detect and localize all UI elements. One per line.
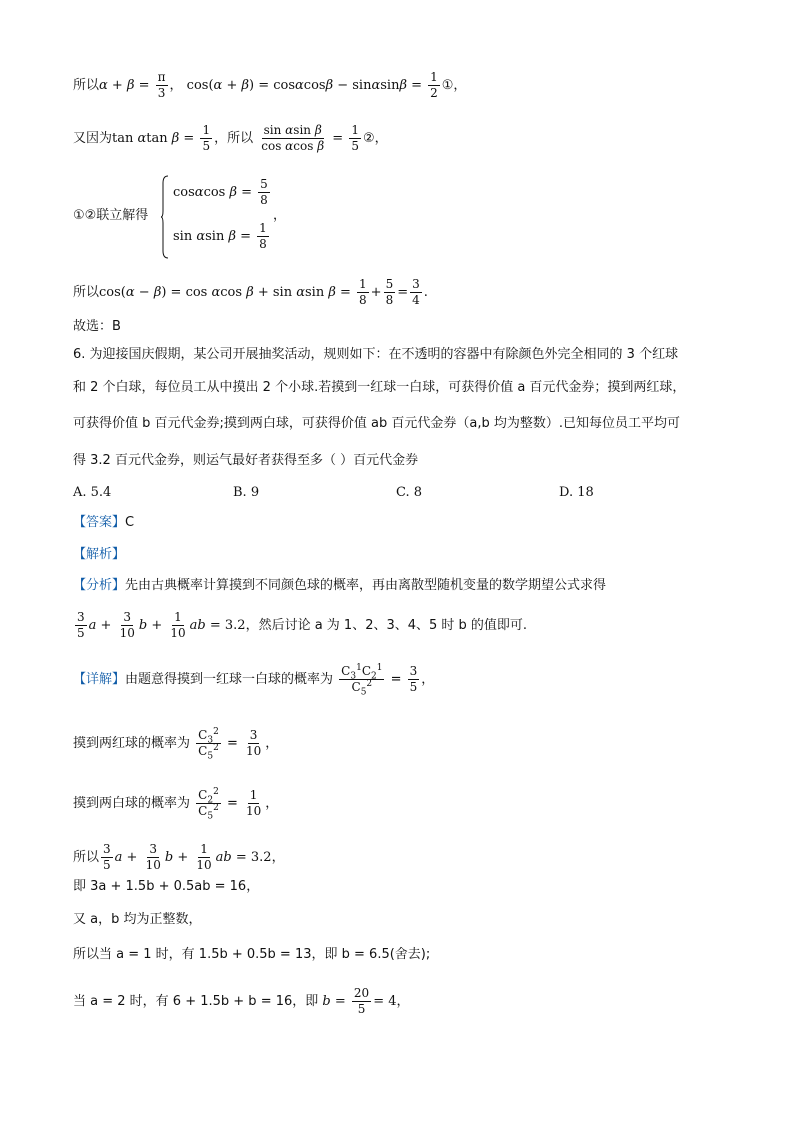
text-segment: ，然后讨论 a 为 1、2、3、4、5 时 b 的值即可. [245,618,528,633]
text-line: 所以当 a = 1 时，有 1.5b + 0.5b = 13，即 b = 6.5(舍去); [73,947,431,962]
text-line: 又 a，b 均为正整数， [73,912,202,927]
question-text: 和 2 个白球，每位员工从中摸出 2 个小球.若摸到一红球一白球，可获得价值 a 百元代金券；摸到两红球， [73,380,686,395]
text-segment: 所以 [73,285,100,300]
text-line [273,206,734,226]
fenxi-label: 【分析】 [73,578,126,593]
text-line: 所以α + β = $\frac{\pi}{3}$ ， cos(α + β) = cosαcosβ − sinαsinβ = $\frac{1}{2}$ ①， [73,70,467,100]
text-segment: 由题意得摸到一红球一白球的概率为 [125,672,334,687]
text-segment: 摸到两白球的概率为 [73,796,191,811]
answer-label: 【答案】 [73,515,126,530]
question-text: 可获得价值 b 百元代金券;摸到两白球，可获得价值 ab 百元代金券（a,b 均为整数）.已知每位员工平均可 [73,416,680,431]
fraction: $\frac{\text{sin αsin β}}{\text{cos αcos β}}$ [261,123,325,153]
text-line: 即 3a + 1.5b + 0.5ab = 16， [73,879,260,894]
option-a: A. 5.4 [73,485,112,500]
text-line: 摸到两白球的概率为 $\frac{C_2^2}{C_5^2}$ = $\frac{1}{10}$ ， [73,787,279,822]
option-d: D. 18 [559,485,594,500]
text-segment: 当 a = 2 时，有 6 + 1.5b + b = 16，即 [73,994,319,1009]
text-segment: 摸到两红球的概率为 [73,736,191,751]
text-segment: = 4， [373,994,410,1009]
answer-choice-line: 故选：B [73,319,121,334]
brace-icon [161,175,169,259]
fraction: $\frac{1}{5}$ [351,123,359,153]
option-b: B. 9 [233,485,260,500]
analysis-label: 【解析】 [73,547,126,562]
xiangjie-label: 【详解】 [73,672,126,687]
text-line: 摸到两红球的概率为 $\frac{C_3^2}{C_5^2}$ = $\frac{3}{10}$ ， [73,727,279,762]
fraction: $\frac{1}{2}$ [430,70,438,100]
answer-line [73,513,734,533]
text-line: 当 a = 2 时，有 6 + 1.5b + b = 16，即 b = $\frac{20}{5}$ = 4， [73,986,410,1016]
text-segment: ②， [362,131,388,146]
fraction: $\frac{\pi}{3}$ [157,70,166,100]
text-line: $\frac{3}{5}$ a + $\frac{3}{10}$ b + $\frac{1}{10}$ ab = 3.2，然后讨论 a 为 1、2、3、4、5 时 b 的值即可. [77,610,528,640]
text-line: 所以 $\frac{3}{5}$ a + $\frac{3}{10}$ b + $\frac{1}{10}$ ab = 3.2， [73,842,285,872]
text-line: 又因为tan αtan β = $\frac{1}{5}$ ，所以 $\frac{\text{sin αsin β}}{\text{cos αcos β}}$ = $\frac{1}{5}$ ②， [73,123,388,153]
question-text: 6. 为迎接国庆假期，某公司开展抽奖活动，规则如下：在不透明的容器中有除颜色外完全相同的 3 个红球 [73,347,679,362]
fraction: $\frac{1}{5}$ [202,123,211,153]
text-segment: ，所以 [214,131,254,146]
text-segment: ， [273,208,287,223]
question-text: 得 3.2 百元代金券，则运气最好者获得至多（ ）百元代金券 [73,453,419,468]
text-line: 【详解】由题意得摸到一红球一白球的概率为 $\frac{C_3^1C_2^1}{C_5^2}$ = $\frac{3}{5}$ ， [73,663,435,698]
answer-value: C [125,515,135,530]
text-segment: 又因为 [73,131,113,146]
equation-system: cosαcos β = $\frac{5}{8}$ sin αsin β = $\frac{1}{8}$ [161,175,271,259]
text-line: 所以cos(α − β) = cos αcos β + sin αsin β = $\frac{1}{8}$ + $\frac{5}{8}$ = $\frac{3}{4}$ . [73,277,428,307]
text-segment: ①②联立解得 [73,208,149,223]
text-segment: 所以 [73,78,100,93]
analysis-text [73,576,734,596]
option-c: C. 8 [396,485,423,500]
fenxi-text: 先由古典概率计算摸到不同颜色球的概率，再由离散型随机变量的数学期望公式求得 [125,578,607,593]
text-segment: 所以 [73,850,100,865]
